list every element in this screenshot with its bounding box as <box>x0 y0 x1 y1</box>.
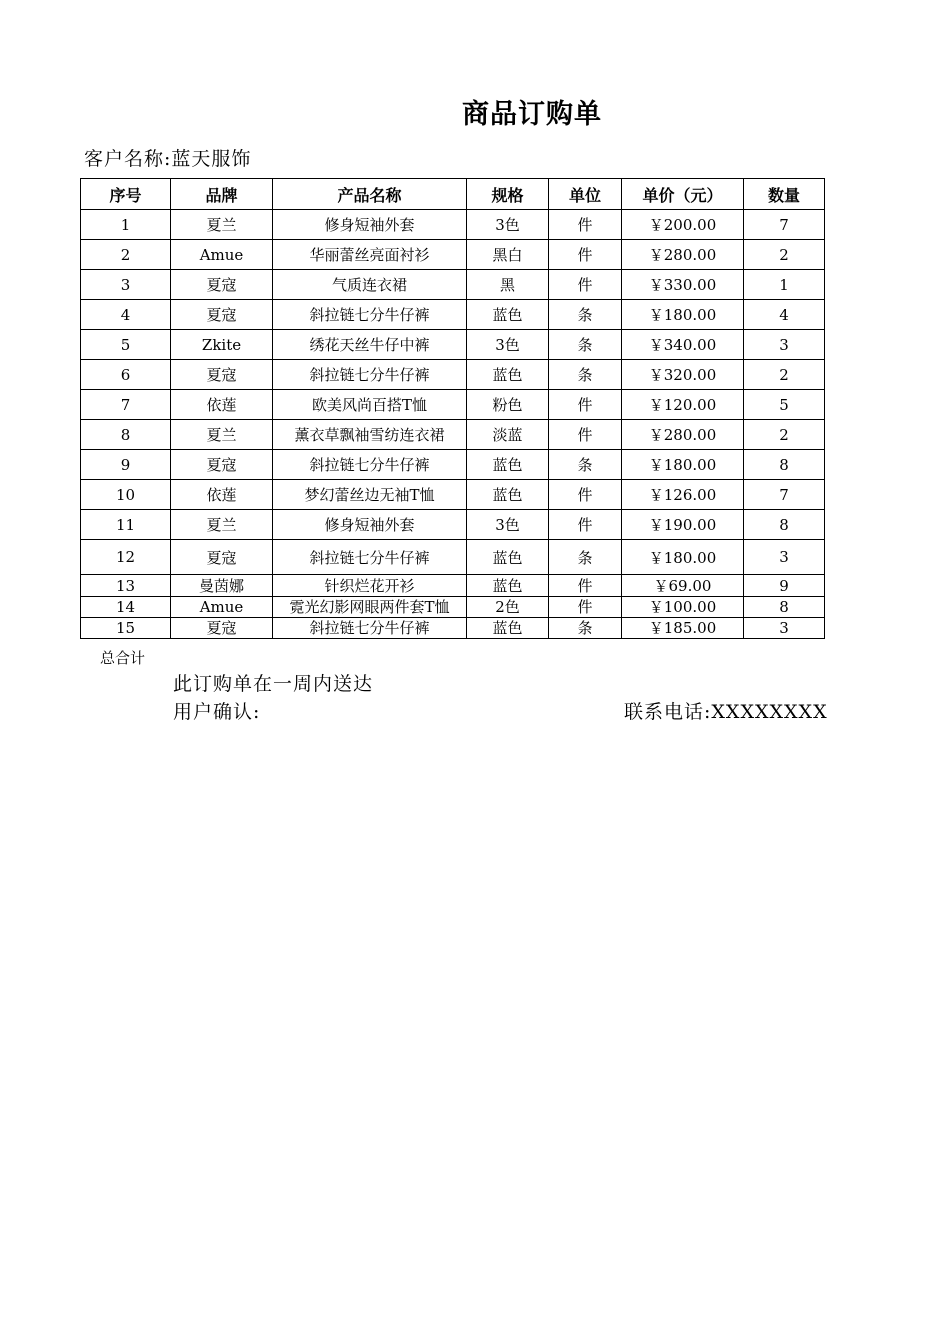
header-quantity: 数量 <box>744 179 825 210</box>
cell-product-name: 斜拉链七分牛仔裤 <box>273 450 467 480</box>
cell-quantity: 9 <box>744 575 825 597</box>
cell-index: 5 <box>81 330 171 360</box>
cell-product-name: 华丽蕾丝亮面衬衫 <box>273 240 467 270</box>
cell-product-name: 针织烂花开衫 <box>273 575 467 597</box>
header-index: 序号 <box>81 179 171 210</box>
cell-unit: 条 <box>549 540 622 575</box>
cell-index: 12 <box>81 540 171 575</box>
cell-spec: 蓝色 <box>467 480 549 510</box>
cell-product-name: 斜拉链七分牛仔裤 <box>273 360 467 390</box>
table-row <box>81 510 825 540</box>
cell-spec: 3色 <box>467 330 549 360</box>
cell-unit: 件 <box>549 270 622 300</box>
table-row <box>81 390 825 420</box>
cell-quantity: 8 <box>744 450 825 480</box>
cell-unit: 条 <box>549 450 622 480</box>
page-title: 商品订购单 <box>462 99 602 130</box>
cell-unit-price: ￥100.00 <box>622 597 744 618</box>
cell-quantity: 7 <box>744 480 825 510</box>
cell-quantity: 5 <box>744 390 825 420</box>
cell-product-name: 薰衣草飘袖雪纺连衣裙 <box>273 420 467 450</box>
cell-product-name: 斜拉链七分牛仔裤 <box>273 618 467 639</box>
cell-brand: 曼茵娜 <box>171 575 273 597</box>
table-row <box>81 240 825 270</box>
cell-unit-price: ￥190.00 <box>622 510 744 540</box>
table-row <box>81 210 825 240</box>
cell-spec: 粉色 <box>467 390 549 420</box>
cell-index: 9 <box>81 450 171 480</box>
table-row <box>81 480 825 510</box>
cell-unit-price: ￥185.00 <box>622 618 744 639</box>
cell-unit: 条 <box>549 360 622 390</box>
cell-unit-price: ￥126.00 <box>622 480 744 510</box>
header-unit: 单位 <box>549 179 622 210</box>
cell-quantity: 7 <box>744 210 825 240</box>
cell-unit: 条 <box>549 330 622 360</box>
cell-brand: 夏寇 <box>171 450 273 480</box>
cell-brand: 夏兰 <box>171 510 273 540</box>
delivery-note: 此订购单在一周内送达 <box>173 673 374 695</box>
cell-quantity: 3 <box>744 618 825 639</box>
customer-name: 客户名称:蓝天服饰 <box>84 148 252 170</box>
cell-unit: 件 <box>549 480 622 510</box>
table-row <box>81 450 825 480</box>
cell-brand: 夏寇 <box>171 360 273 390</box>
table-row <box>81 420 825 450</box>
cell-spec: 3色 <box>467 210 549 240</box>
cell-product-name: 梦幻蕾丝边无袖T恤 <box>273 480 467 510</box>
table-row <box>81 540 825 575</box>
cell-quantity: 2 <box>744 420 825 450</box>
cell-index: 10 <box>81 480 171 510</box>
cell-index: 4 <box>81 300 171 330</box>
contact-phone: 联系电话:XXXXXXXX <box>624 701 828 723</box>
header-unit-price: 单价（元） <box>622 179 744 210</box>
cell-product-name: 霓光幻影网眼两件套T恤 <box>273 597 467 618</box>
cell-quantity: 8 <box>744 597 825 618</box>
table-row <box>81 575 825 597</box>
cell-quantity: 2 <box>744 240 825 270</box>
cell-spec: 黑 <box>467 270 549 300</box>
cell-unit-price: ￥280.00 <box>622 240 744 270</box>
cell-index: 7 <box>81 390 171 420</box>
header-spec: 规格 <box>467 179 549 210</box>
table-row <box>81 618 825 639</box>
table-row <box>81 597 825 618</box>
cell-product-name: 绣花天丝牛仔中裤 <box>273 330 467 360</box>
cell-brand: 夏兰 <box>171 420 273 450</box>
cell-spec: 2色 <box>467 597 549 618</box>
cell-unit: 件 <box>549 240 622 270</box>
table-row <box>81 270 825 300</box>
cell-unit-price: ￥200.00 <box>622 210 744 240</box>
cell-quantity: 8 <box>744 510 825 540</box>
cell-index: 8 <box>81 420 171 450</box>
total-label: 总合计 <box>100 649 146 667</box>
cell-brand: Amue <box>171 240 273 270</box>
table-row <box>81 330 825 360</box>
order-table <box>80 178 825 639</box>
cell-brand: 夏兰 <box>171 210 273 240</box>
cell-index: 6 <box>81 360 171 390</box>
table-row <box>81 300 825 330</box>
cell-unit-price: ￥120.00 <box>622 390 744 420</box>
cell-spec: 蓝色 <box>467 540 549 575</box>
cell-brand: 依莲 <box>171 390 273 420</box>
cell-unit-price: ￥340.00 <box>622 330 744 360</box>
cell-unit: 件 <box>549 210 622 240</box>
cell-spec: 蓝色 <box>467 450 549 480</box>
cell-quantity: 1 <box>744 270 825 300</box>
cell-unit-price: ￥330.00 <box>622 270 744 300</box>
cell-spec: 蓝色 <box>467 575 549 597</box>
header-brand: 品牌 <box>171 179 273 210</box>
cell-index: 11 <box>81 510 171 540</box>
cell-quantity: 3 <box>744 330 825 360</box>
cell-index: 13 <box>81 575 171 597</box>
cell-product-name: 修身短袖外套 <box>273 510 467 540</box>
cell-index: 1 <box>81 210 171 240</box>
cell-index: 15 <box>81 618 171 639</box>
cell-index: 14 <box>81 597 171 618</box>
cell-index: 3 <box>81 270 171 300</box>
cell-brand: Zkite <box>171 330 273 360</box>
cell-unit-price: ￥320.00 <box>622 360 744 390</box>
cell-unit-price: ￥280.00 <box>622 420 744 450</box>
clipped-column-edge <box>820 152 824 162</box>
cell-unit: 条 <box>549 618 622 639</box>
header-product-name: 产品名称 <box>273 179 467 210</box>
cell-unit-price: ￥69.00 <box>622 575 744 597</box>
cell-unit-price: ￥180.00 <box>622 450 744 480</box>
cell-spec: 淡蓝 <box>467 420 549 450</box>
cell-unit-price: ￥180.00 <box>622 300 744 330</box>
cell-product-name: 斜拉链七分牛仔裤 <box>273 300 467 330</box>
cell-brand: 夏寇 <box>171 270 273 300</box>
cell-product-name: 斜拉链七分牛仔裤 <box>273 540 467 575</box>
cell-unit-price: ￥180.00 <box>622 540 744 575</box>
user-confirm-label: 用户确认: <box>173 701 261 723</box>
cell-quantity: 3 <box>744 540 825 575</box>
cell-brand: Amue <box>171 597 273 618</box>
cell-quantity: 4 <box>744 300 825 330</box>
cell-quantity: 2 <box>744 360 825 390</box>
cell-product-name: 气质连衣裙 <box>273 270 467 300</box>
cell-brand: 依莲 <box>171 480 273 510</box>
cell-unit: 件 <box>549 597 622 618</box>
cell-brand: 夏寇 <box>171 540 273 575</box>
table-row <box>81 360 825 390</box>
cell-unit: 条 <box>549 300 622 330</box>
cell-brand: 夏寇 <box>171 300 273 330</box>
cell-unit: 件 <box>549 510 622 540</box>
cell-index: 2 <box>81 240 171 270</box>
cell-spec: 蓝色 <box>467 360 549 390</box>
cell-spec: 蓝色 <box>467 300 549 330</box>
cell-brand: 夏寇 <box>171 618 273 639</box>
table-header-row <box>81 179 825 210</box>
cell-unit: 件 <box>549 420 622 450</box>
cell-unit: 件 <box>549 575 622 597</box>
cell-product-name: 欧美风尚百搭T恤 <box>273 390 467 420</box>
cell-spec: 黑白 <box>467 240 549 270</box>
cell-spec: 蓝色 <box>467 618 549 639</box>
cell-product-name: 修身短袖外套 <box>273 210 467 240</box>
cell-spec: 3色 <box>467 510 549 540</box>
cell-unit: 件 <box>549 390 622 420</box>
